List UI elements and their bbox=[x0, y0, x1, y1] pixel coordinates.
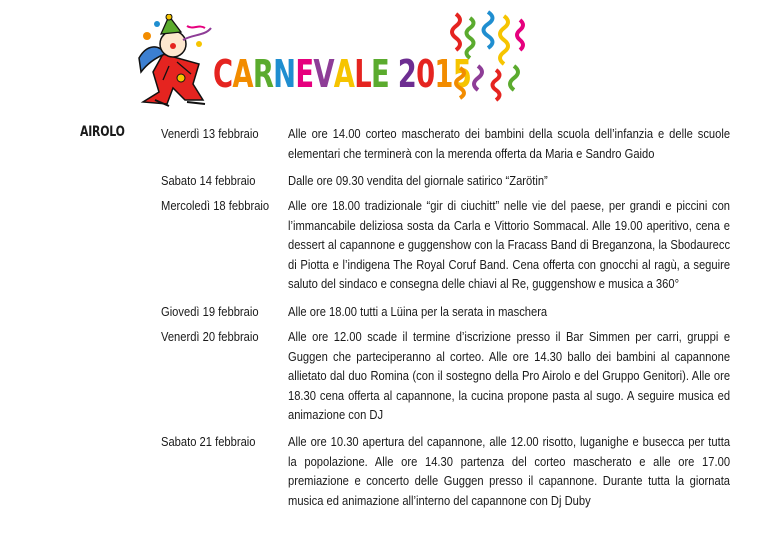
event-date: Giovedì 19 febbraio bbox=[161, 304, 259, 319]
event-date: Mercoledì 18 febbraio bbox=[161, 198, 270, 213]
title-letter: R bbox=[252, 52, 274, 96]
title-letter: L bbox=[354, 52, 371, 96]
title-letter: C bbox=[213, 52, 233, 96]
title-letter: 0 bbox=[416, 52, 435, 96]
title-letter: A bbox=[333, 52, 355, 96]
title-letter: E bbox=[370, 52, 389, 96]
event-date: Venerdì 13 febbraio bbox=[161, 126, 259, 141]
streamers-illustration bbox=[448, 10, 530, 106]
event-description: Alle ore 12.00 scade il termine d’iscrizione presso il Bar Simmen per carri, gruppi e Guggen che parteciperanno al corteo. Alle ore 14.30 ballo dei bambini al capannone allietato dal duo Romina (con il sostegno della Pro Airolo e del Gruppo Genitori). Alle ore 18.30 cena offerta al capannone, la cucina propone pasta al sugo. A seguire musica ed animazione con DJ bbox=[288, 329, 731, 422]
event-description: Dalle ore 09.30 vendita del giornale satirico “Zarötin” bbox=[288, 173, 548, 188]
title-space bbox=[389, 52, 398, 96]
title-letter: 2 bbox=[397, 52, 417, 96]
event-description: Alle ore 14.00 corteo mascherato dei bambini della scuola dell’infanzia e delle scuole elementari che terminerà con la merenda offerta da Maria e Sandro Gaido bbox=[288, 126, 731, 161]
title-letter: V bbox=[313, 52, 334, 96]
event-date: Sabato 14 febbraio bbox=[161, 173, 256, 188]
location-label: AIROLO bbox=[80, 124, 125, 140]
event-date: Venerdì 20 febbraio bbox=[161, 329, 259, 344]
page-title bbox=[213, 52, 471, 96]
clown-illustration bbox=[133, 14, 215, 110]
title-letter: E bbox=[295, 52, 314, 96]
event-description: Alle ore 10.30 apertura del capannone, alle 12.00 risotto, luganighe e busecca per tutta la popolazione. Alle ore 14.30 partenza del corteo mascherato e alle ore 17.00 premiazione e concerto delle Guggen presso il capannone. Durante tutta la giornata musica ed animazione all’interno del capannone con Dj Duby bbox=[288, 434, 731, 508]
event-date: Sabato 21 febbraio bbox=[161, 434, 256, 449]
title-letter: 5 bbox=[452, 52, 472, 96]
title-letter: N bbox=[273, 52, 296, 96]
event-description: Alle ore 18.00 tutti a Lüina per la serata in maschera bbox=[288, 304, 548, 319]
title-letter: 1 bbox=[434, 52, 453, 96]
title-letter: A bbox=[232, 52, 253, 96]
event-description: Alle ore 18.00 tradizionale “gir di ciuchitt” nelle vie del paese, per grandi e piccini con l’immancabile deliziosa sosta da Carla e Vittorio Sommacal. Alle 19.00 aperitivo, cena e dessert al capannone e guggenshow con la Fracass Band di Breganzona, la Sbodaurecc di Piotta e l’indigena The Royal Coruf Band. Cena offerta con gnocchi al ragù, a seguire saluto del sindaco e consegna delle chiavi al Re, guggenshow e musica a 360° bbox=[288, 198, 731, 291]
